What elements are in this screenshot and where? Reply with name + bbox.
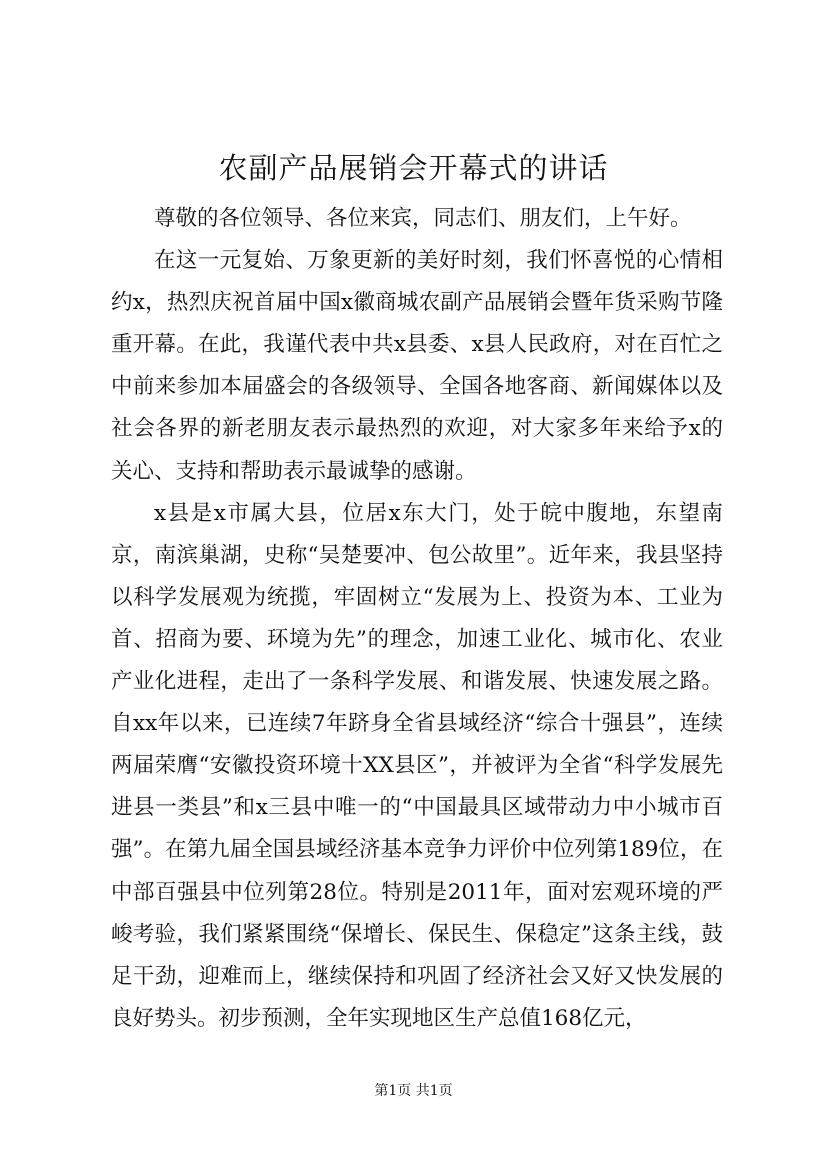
- document-body: [111, 198, 723, 1040]
- page-title: 农副产品展销会开幕式的讲话: [218, 151, 609, 185]
- page-footer: 第1页 共1页: [374, 1083, 453, 1099]
- paragraph-greeting: 尊敬的各位领导、各位来宾，同志们、朋友们，上午好。: [154, 206, 692, 231]
- paragraph-welcome: 在这一元复始、万象更新的美好时刻，我们怀喜悦的心情相约x，热烈庆祝首届中国x徽商城农副产品展销会暨年货采购节隆重开幕。在此，我谨代表中共x县委、x县人民政府，对在百忙之中前来参加本届盛会的各级领导、全国各地客商、新闻媒体以及社会各界的新老朋友表示最热烈的欢迎，对大家多年来给予x的关心、支持和帮助表示最诚挚的感谢。: [111, 248, 723, 484]
- paragraph-county-intro: x县是x市属大县，位居x东大门，处于皖中腹地，东望南京，南滨巢湖，史称“吴楚要冲、包公故里”。近年来，我县坚持以科学发展观为统揽，牢固树立“发展为上、投资为本、工业为首、招商为要、环境为先”的理念，加速工业化、城市化、农业产业化进程，走出了一条科学发展、和谐发展、快速发展之路。自xx年以来，已连续7年跻身全省县域经济“综合十强县”，连续两届荣膺“安徽投资环境十XX县区”，并被评为全省“科学发展先进县一类县”和x三县中唯一的“中国最具区域带动力中小城市百强”。在第九届全国县域经济基本竞争力评价中位列第189位，在中部百强县中位列第28位。特别是2011年，面对宏观环境的严峻考验，我们紧紧围绕“保增长、保民生、保稳定”这条主线，鼓足干劲，迎难而上，继续保持和巩固了经济社会又好又快发展的良好势头。初步预测，全年实现地区生产总值168亿元，: [111, 500, 723, 1031]
